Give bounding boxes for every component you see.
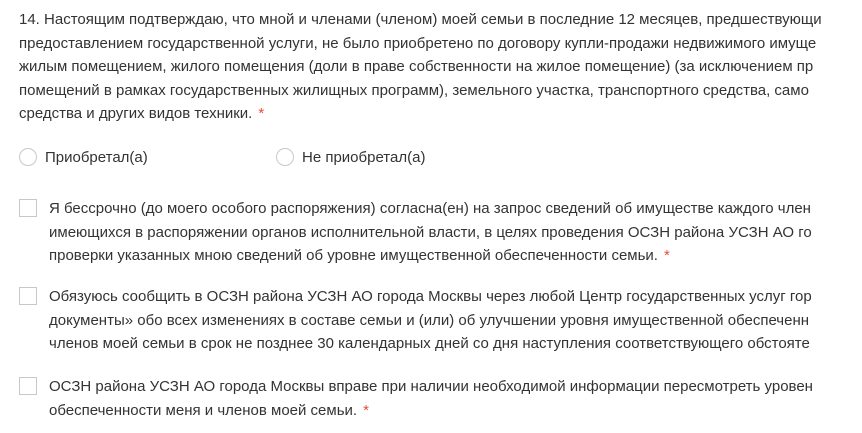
consent-line: Я бессрочно (до моего особого распоряжения) согласна(ен) на запрос сведений об имуществе каждого член: [49, 200, 811, 217]
consent-line-text: проверки указанных мною сведений об уровне имущественной обеспеченности семьи.: [49, 247, 658, 264]
consent-line: имеющихся в распоряжении органов исполнительной власти, в целях проведения ОСЗН района УСЗН АО го: [49, 223, 812, 241]
consent-checkbox-report-changes[interactable]: [19, 285, 812, 356]
checkbox-report-changes[interactable]: [19, 287, 37, 305]
radio-label-not-acquired: Не приобретал(а): [302, 148, 426, 166]
consent-line-text: обеспеченности меня и членов моей семьи.: [49, 401, 358, 419]
consent-line-last: [49, 244, 812, 268]
consent-line-last: [49, 399, 813, 423]
question-line: помещений в рамках государственных жилищных программ), земельного участка, транспортного средства, само: [19, 81, 809, 99]
consent-text-report-changes: [49, 285, 812, 356]
consent-line: членов моей семьи в срок не позднее 30 календарных дней со дня наступления соответствующего обстояте: [49, 335, 810, 352]
required-asterisk: *: [258, 105, 265, 122]
consent-checkbox-review-level[interactable]: [19, 375, 813, 422]
question-line: предоставлением государственной услуги, не было приобретено по договору купли-продажи недвижимого имуще: [19, 34, 817, 52]
required-asterisk: *: [363, 401, 369, 419]
radio-not-acquired[interactable]: [276, 148, 425, 166]
consent-line: документы» обо всех изменениях в составе семьи и (или) об улучшении уровня имущественной обеспеченн: [49, 311, 810, 329]
consent-line: Обязуюсь сообщить в ОСЗН района УСЗН АО города Москвы через любой Центр государственных услуг гор: [49, 288, 812, 305]
checkbox-review-level[interactable]: [19, 377, 37, 395]
required-asterisk: *: [663, 247, 670, 264]
question-line: 14. Настоящим подтверждаю, что мной и членами (членом) моей семьи в последние 12 месяцев, предшествующи: [19, 11, 822, 28]
question-14-text: [19, 8, 862, 126]
consent-text-review-level: [49, 375, 813, 422]
question-line-last: [19, 102, 862, 126]
question-line: жилым помещением, жилого помещения (доли в праве собственности на жилое помещение) (за исключением пр: [19, 58, 814, 75]
consent-text-data-request: [49, 197, 812, 268]
radio-button-acquired[interactable]: [19, 148, 37, 166]
consent-checkbox-data-request[interactable]: [19, 197, 812, 268]
radio-button-not-acquired[interactable]: [276, 148, 294, 166]
checkbox-data-request[interactable]: [19, 199, 37, 217]
radio-label-acquired: Приобретал(а): [45, 148, 148, 166]
consent-line: ОСЗН района УСЗН АО города Москвы вправе при наличии необходимой информации пересмотреть уровен: [49, 378, 813, 395]
question-line-text: средства и других видов техники.: [19, 105, 253, 122]
radio-acquired[interactable]: [19, 148, 148, 166]
